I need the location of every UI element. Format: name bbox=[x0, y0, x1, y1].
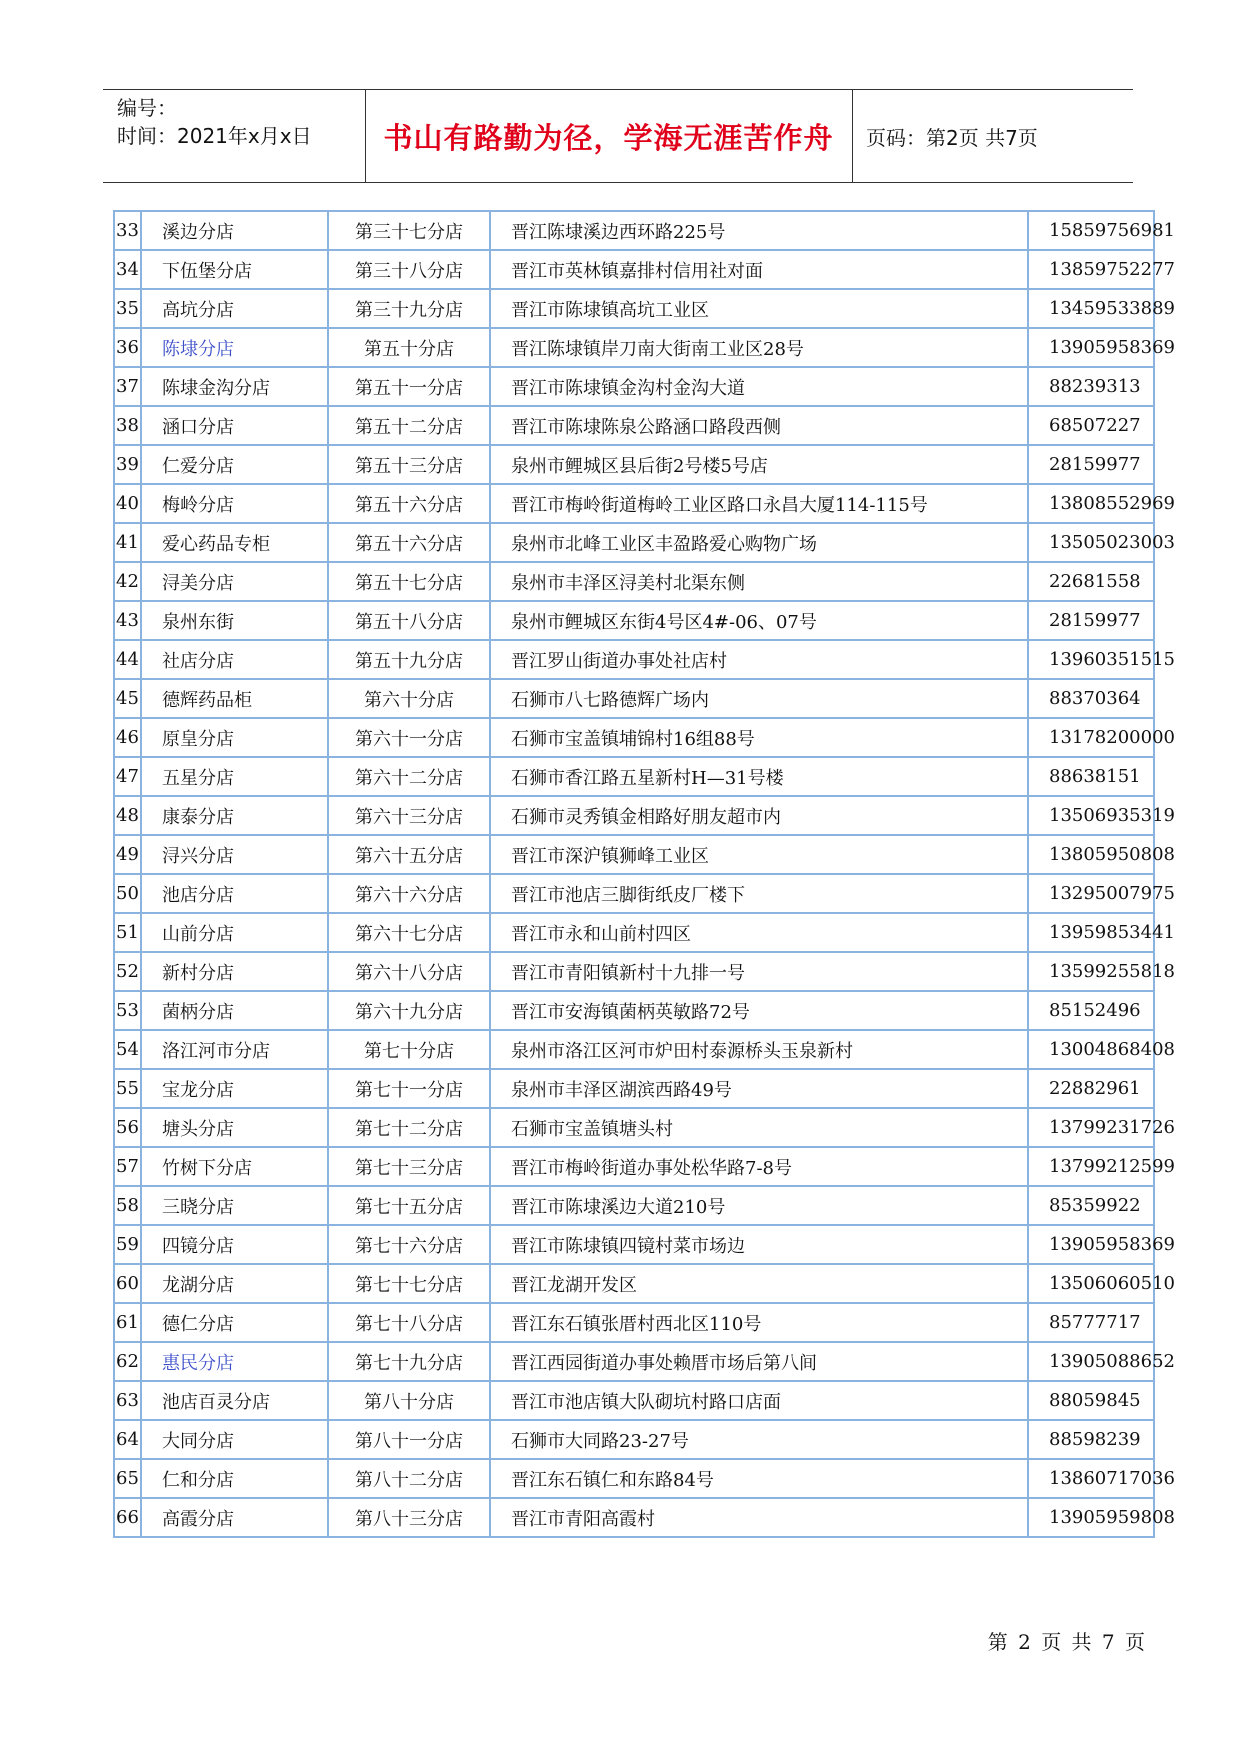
row-number: 53 bbox=[114, 991, 141, 1030]
row-number: 64 bbox=[114, 1420, 141, 1459]
store-address: 晋江市陈埭溪边大道210号 bbox=[490, 1186, 1028, 1225]
header-info-cell bbox=[103, 90, 366, 182]
store-phone: 88239313 bbox=[1028, 367, 1154, 406]
row-number: 61 bbox=[114, 1303, 141, 1342]
row-number: 57 bbox=[114, 1147, 141, 1186]
store-phone: 13178200000 bbox=[1028, 718, 1154, 757]
row-number: 41 bbox=[114, 523, 141, 562]
branch-number: 第三十七分店 bbox=[328, 211, 490, 250]
store-name: 龙湖分店 bbox=[141, 1264, 328, 1303]
store-phone: 22681558 bbox=[1028, 562, 1154, 601]
table-row bbox=[114, 250, 1154, 289]
header-page-cell bbox=[852, 90, 1133, 182]
store-address: 晋江市深沪镇狮峰工业区 bbox=[490, 835, 1028, 874]
row-number: 54 bbox=[114, 1030, 141, 1069]
row-number: 35 bbox=[114, 289, 141, 328]
store-address: 晋江市陈埭镇四镜村菜市场边 bbox=[490, 1225, 1028, 1264]
store-address: 泉州市洛江区河市炉田村泰源桥头玉泉新村 bbox=[490, 1030, 1028, 1069]
store-name: 浔兴分店 bbox=[141, 835, 328, 874]
table-row bbox=[114, 445, 1154, 484]
table-row bbox=[114, 1264, 1154, 1303]
store-name: 梅岭分店 bbox=[141, 484, 328, 523]
row-number: 48 bbox=[114, 796, 141, 835]
row-number: 63 bbox=[114, 1381, 141, 1420]
row-number: 33 bbox=[114, 211, 141, 250]
store-phone: 13295007975 bbox=[1028, 874, 1154, 913]
store-address: 泉州市丰泽区湖滨西路49号 bbox=[490, 1069, 1028, 1108]
store-name[interactable]: 惠民分店 bbox=[141, 1342, 328, 1381]
store-table-body bbox=[114, 211, 1175, 1537]
store-table bbox=[113, 210, 1175, 1538]
store-address: 晋江东石镇张厝村西北区110号 bbox=[490, 1303, 1028, 1342]
store-address: 石狮市宝盖镇塘头村 bbox=[490, 1108, 1028, 1147]
row-number: 60 bbox=[114, 1264, 141, 1303]
branch-number: 第三十八分店 bbox=[328, 250, 490, 289]
table-row bbox=[114, 1420, 1154, 1459]
store-name: 涵口分店 bbox=[141, 406, 328, 445]
table-row bbox=[114, 1303, 1154, 1342]
store-phone: 88638151 bbox=[1028, 757, 1154, 796]
store-phone: 13859752277 bbox=[1028, 250, 1154, 289]
branch-number: 第六十三分店 bbox=[328, 796, 490, 835]
table-row bbox=[114, 1186, 1154, 1225]
store-name: 四镜分店 bbox=[141, 1225, 328, 1264]
row-number: 46 bbox=[114, 718, 141, 757]
store-name: 高坑分店 bbox=[141, 289, 328, 328]
store-address: 晋江市安海镇菌柄英敏路72号 bbox=[490, 991, 1028, 1030]
table-row bbox=[114, 835, 1154, 874]
store-name: 溪边分店 bbox=[141, 211, 328, 250]
branch-number: 第三十九分店 bbox=[328, 289, 490, 328]
store-address: 晋江市池店三脚街纸皮厂楼下 bbox=[490, 874, 1028, 913]
store-address: 晋江罗山街道办事处社店村 bbox=[490, 640, 1028, 679]
time-label: 时间：2021年x月x日 bbox=[117, 124, 312, 148]
row-number: 50 bbox=[114, 874, 141, 913]
branch-number: 第七十二分店 bbox=[328, 1108, 490, 1147]
branch-number: 第七十五分店 bbox=[328, 1186, 490, 1225]
store-phone: 88370364 bbox=[1028, 679, 1154, 718]
store-phone: 13905958369 bbox=[1028, 328, 1154, 367]
branch-number: 第五十六分店 bbox=[328, 523, 490, 562]
store-name: 宝龙分店 bbox=[141, 1069, 328, 1108]
branch-number: 第八十分店 bbox=[328, 1381, 490, 1420]
branch-number: 第五十九分店 bbox=[328, 640, 490, 679]
store-name: 下伍堡分店 bbox=[141, 250, 328, 289]
store-address: 晋江西园街道办事处赖厝市场后第八间 bbox=[490, 1342, 1028, 1381]
store-name: 竹树下分店 bbox=[141, 1147, 328, 1186]
store-name: 菌柄分店 bbox=[141, 991, 328, 1030]
store-phone: 13860717036 bbox=[1028, 1459, 1154, 1498]
store-name: 塘头分店 bbox=[141, 1108, 328, 1147]
table-row bbox=[114, 1381, 1154, 1420]
table-row bbox=[114, 1225, 1154, 1264]
branch-number: 第八十一分店 bbox=[328, 1420, 490, 1459]
store-address: 晋江市陈埭镇高坑工业区 bbox=[490, 289, 1028, 328]
store-name: 浔美分店 bbox=[141, 562, 328, 601]
row-number: 40 bbox=[114, 484, 141, 523]
branch-number: 第七十八分店 bbox=[328, 1303, 490, 1342]
store-name: 仁和分店 bbox=[141, 1459, 328, 1498]
table-row bbox=[114, 1342, 1154, 1381]
table-row bbox=[114, 913, 1154, 952]
store-phone: 85152496 bbox=[1028, 991, 1154, 1030]
row-number: 51 bbox=[114, 913, 141, 952]
store-name: 大同分店 bbox=[141, 1420, 328, 1459]
branch-number: 第六十六分店 bbox=[328, 874, 490, 913]
branch-number: 第七十六分店 bbox=[328, 1225, 490, 1264]
store-phone: 28159977 bbox=[1028, 601, 1154, 640]
store-name: 高霞分店 bbox=[141, 1498, 328, 1537]
motto-text: 书山有路勤为径，学海无涯苦作舟 bbox=[383, 120, 834, 155]
branch-number: 第六十五分店 bbox=[328, 835, 490, 874]
branch-number: 第五十六分店 bbox=[328, 484, 490, 523]
store-address: 晋江陈埭溪边西环路225号 bbox=[490, 211, 1028, 250]
store-address: 晋江市青阳高霞村 bbox=[490, 1498, 1028, 1537]
store-phone: 88598239 bbox=[1028, 1420, 1154, 1459]
store-phone: 13506060510 bbox=[1028, 1264, 1154, 1303]
store-address: 石狮市八七路德辉广场内 bbox=[490, 679, 1028, 718]
store-phone: 88059845 bbox=[1028, 1381, 1154, 1420]
branch-number: 第六十七分店 bbox=[328, 913, 490, 952]
store-phone: 13506935319 bbox=[1028, 796, 1154, 835]
store-phone: 13808552969 bbox=[1028, 484, 1154, 523]
row-number: 66 bbox=[114, 1498, 141, 1537]
store-address: 晋江东石镇仁和东路84号 bbox=[490, 1459, 1028, 1498]
table-row bbox=[114, 211, 1154, 250]
table-row bbox=[114, 679, 1154, 718]
row-number: 43 bbox=[114, 601, 141, 640]
table-row bbox=[114, 796, 1154, 835]
table-row bbox=[114, 367, 1154, 406]
branch-number: 第六十二分店 bbox=[328, 757, 490, 796]
header-page-number: 页码：第2页 共7页 bbox=[866, 125, 1038, 150]
row-number: 36 bbox=[114, 328, 141, 367]
branch-number: 第七十七分店 bbox=[328, 1264, 490, 1303]
store-name[interactable]: 陈埭分店 bbox=[141, 328, 328, 367]
store-phone: 13905959808 bbox=[1028, 1498, 1154, 1537]
table-row bbox=[114, 1069, 1154, 1108]
table-row bbox=[114, 523, 1154, 562]
row-number: 65 bbox=[114, 1459, 141, 1498]
store-address: 泉州市丰泽区浔美村北渠东侧 bbox=[490, 562, 1028, 601]
branch-number: 第五十二分店 bbox=[328, 406, 490, 445]
row-number: 59 bbox=[114, 1225, 141, 1264]
store-name: 仁爱分店 bbox=[141, 445, 328, 484]
store-phone: 13505023003 bbox=[1028, 523, 1154, 562]
branch-number: 第八十三分店 bbox=[328, 1498, 490, 1537]
store-address: 晋江市梅岭街道梅岭工业区路口永昌大厦114-115号 bbox=[490, 484, 1028, 523]
branch-number: 第七十分店 bbox=[328, 1030, 490, 1069]
table-row bbox=[114, 874, 1154, 913]
store-name: 五星分店 bbox=[141, 757, 328, 796]
branch-number: 第七十一分店 bbox=[328, 1069, 490, 1108]
store-address: 石狮市宝盖镇埔锦村16组88号 bbox=[490, 718, 1028, 757]
row-number: 62 bbox=[114, 1342, 141, 1381]
store-address: 泉州市北峰工业区丰盈路爱心购物广场 bbox=[490, 523, 1028, 562]
row-number: 55 bbox=[114, 1069, 141, 1108]
table-row bbox=[114, 757, 1154, 796]
store-address: 晋江市池店镇大队砌坑村路口店面 bbox=[490, 1381, 1028, 1420]
store-table-container bbox=[113, 210, 1175, 1538]
store-name: 洛江河市分店 bbox=[141, 1030, 328, 1069]
store-phone: 15859756981 bbox=[1028, 211, 1154, 250]
branch-number: 第六十八分店 bbox=[328, 952, 490, 991]
store-name: 陈埭金沟分店 bbox=[141, 367, 328, 406]
store-phone: 13004868408 bbox=[1028, 1030, 1154, 1069]
store-address: 石狮市灵秀镇金相路好朋友超市内 bbox=[490, 796, 1028, 835]
table-row bbox=[114, 1498, 1154, 1537]
branch-number: 第七十三分店 bbox=[328, 1147, 490, 1186]
store-phone: 13599255818 bbox=[1028, 952, 1154, 991]
row-number: 45 bbox=[114, 679, 141, 718]
store-name: 三晓分店 bbox=[141, 1186, 328, 1225]
row-number: 44 bbox=[114, 640, 141, 679]
row-number: 49 bbox=[114, 835, 141, 874]
branch-number: 第五十八分店 bbox=[328, 601, 490, 640]
store-address: 晋江陈埭镇岸刀南大街南工业区28号 bbox=[490, 328, 1028, 367]
store-name: 新村分店 bbox=[141, 952, 328, 991]
store-name: 池店百灵分店 bbox=[141, 1381, 328, 1420]
table-row bbox=[114, 406, 1154, 445]
store-phone: 13960351515 bbox=[1028, 640, 1154, 679]
store-address: 晋江市陈埭陈泉公路涵口路段西侧 bbox=[490, 406, 1028, 445]
store-phone: 85359922 bbox=[1028, 1186, 1154, 1225]
row-number: 42 bbox=[114, 562, 141, 601]
store-name: 德辉药品柜 bbox=[141, 679, 328, 718]
store-phone: 13805950808 bbox=[1028, 835, 1154, 874]
serial-number-label: 编号： bbox=[117, 96, 177, 120]
store-name: 社店分店 bbox=[141, 640, 328, 679]
store-address: 晋江市青阳镇新村十九排一号 bbox=[490, 952, 1028, 991]
store-phone: 13905958369 bbox=[1028, 1225, 1154, 1264]
table-row bbox=[114, 1108, 1154, 1147]
table-row bbox=[114, 562, 1154, 601]
row-number: 56 bbox=[114, 1108, 141, 1147]
store-phone: 13799212599 bbox=[1028, 1147, 1154, 1186]
table-row bbox=[114, 991, 1154, 1030]
store-phone: 13459533889 bbox=[1028, 289, 1154, 328]
table-row bbox=[114, 1030, 1154, 1069]
store-name: 德仁分店 bbox=[141, 1303, 328, 1342]
row-number: 52 bbox=[114, 952, 141, 991]
branch-number: 第五十一分店 bbox=[328, 367, 490, 406]
table-row bbox=[114, 328, 1154, 367]
row-number: 37 bbox=[114, 367, 141, 406]
branch-number: 第六十一分店 bbox=[328, 718, 490, 757]
header-motto-cell bbox=[365, 90, 853, 182]
branch-number: 第五十七分店 bbox=[328, 562, 490, 601]
branch-number: 第八十二分店 bbox=[328, 1459, 490, 1498]
row-number: 47 bbox=[114, 757, 141, 796]
store-address: 晋江市陈埭镇金沟村金沟大道 bbox=[490, 367, 1028, 406]
branch-number: 第五十分店 bbox=[328, 328, 490, 367]
table-row bbox=[114, 718, 1154, 757]
store-phone: 13905088652 bbox=[1028, 1342, 1154, 1381]
table-row bbox=[114, 1147, 1154, 1186]
table-row bbox=[114, 952, 1154, 991]
store-phone: 68507227 bbox=[1028, 406, 1154, 445]
store-phone: 22882961 bbox=[1028, 1069, 1154, 1108]
store-name: 爱心药品专柜 bbox=[141, 523, 328, 562]
store-address: 晋江市永和山前村四区 bbox=[490, 913, 1028, 952]
branch-number: 第五十三分店 bbox=[328, 445, 490, 484]
row-number: 38 bbox=[114, 406, 141, 445]
store-phone: 13799231726 bbox=[1028, 1108, 1154, 1147]
store-name: 池店分店 bbox=[141, 874, 328, 913]
store-address: 泉州市鲤城区东街4号区4#-06、07号 bbox=[490, 601, 1028, 640]
table-row bbox=[114, 601, 1154, 640]
store-address: 晋江龙湖开发区 bbox=[490, 1264, 1028, 1303]
store-name: 山前分店 bbox=[141, 913, 328, 952]
table-row bbox=[114, 1459, 1154, 1498]
store-address: 晋江市英林镇嘉排村信用社对面 bbox=[490, 250, 1028, 289]
branch-number: 第六十九分店 bbox=[328, 991, 490, 1030]
store-address: 石狮市大同路23-27号 bbox=[490, 1420, 1028, 1459]
row-number: 39 bbox=[114, 445, 141, 484]
branch-number: 第六十分店 bbox=[328, 679, 490, 718]
store-name: 康泰分店 bbox=[141, 796, 328, 835]
row-number: 58 bbox=[114, 1186, 141, 1225]
table-row bbox=[114, 289, 1154, 328]
branch-number: 第七十九分店 bbox=[328, 1342, 490, 1381]
store-name: 泉州东街 bbox=[141, 601, 328, 640]
table-row bbox=[114, 484, 1154, 523]
document-header bbox=[103, 89, 1133, 183]
store-phone: 85777717 bbox=[1028, 1303, 1154, 1342]
table-row bbox=[114, 640, 1154, 679]
store-address: 石狮市香江路五星新村H—31号楼 bbox=[490, 757, 1028, 796]
row-number: 34 bbox=[114, 250, 141, 289]
store-name: 原皇分店 bbox=[141, 718, 328, 757]
store-phone: 13959853441 bbox=[1028, 913, 1154, 952]
store-address: 晋江市梅岭街道办事处松华路7-8号 bbox=[490, 1147, 1028, 1186]
footer-page-number: 第 2 页 共 7 页 bbox=[987, 1630, 1145, 1654]
store-phone: 28159977 bbox=[1028, 445, 1154, 484]
store-address: 泉州市鲤城区县后街2号楼5号店 bbox=[490, 445, 1028, 484]
